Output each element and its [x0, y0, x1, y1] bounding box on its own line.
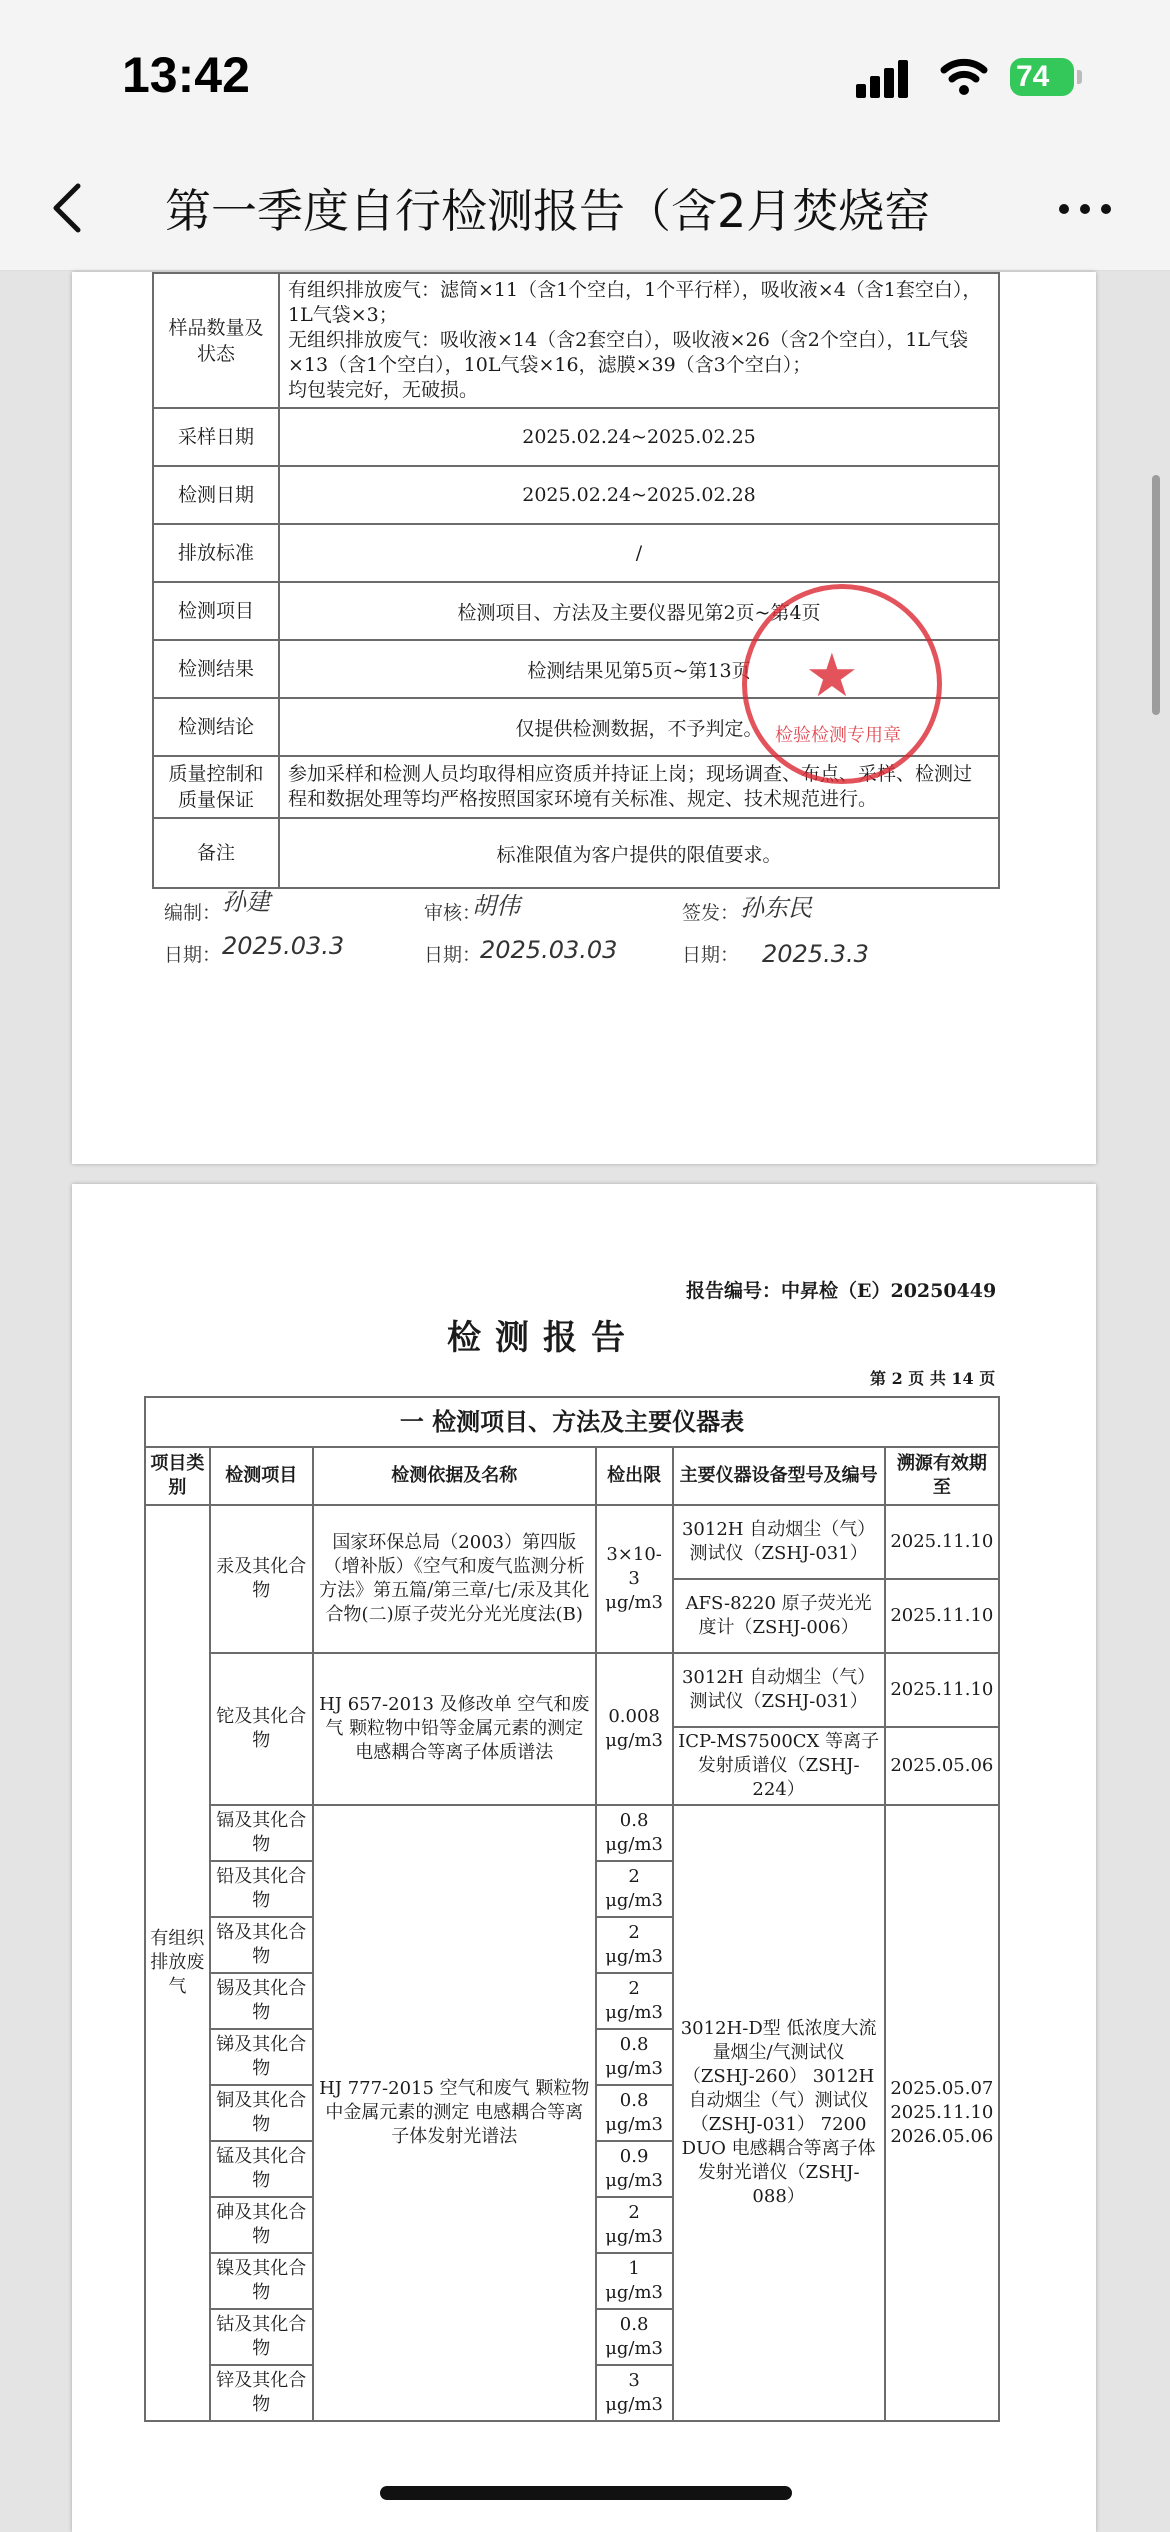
- review-date: 2025.03.03: [480, 936, 618, 964]
- table-row: [145, 1805, 999, 1861]
- limit-unit: μg/m3: [605, 2394, 663, 2415]
- header-trace: 溯源有效期至: [885, 1447, 999, 1505]
- status-time: 13:42: [122, 47, 250, 103]
- limit-cell: [596, 2085, 673, 2141]
- trace-cell: 2025.11.10: [885, 1505, 999, 1579]
- limit-value: 0.8: [619, 2090, 649, 2111]
- table-row: [145, 1397, 999, 1447]
- table-row: [145, 1653, 999, 1727]
- official-seal-icon: ★ 检验检测专用章: [742, 584, 942, 784]
- status-bar: [0, 0, 1170, 150]
- compile-date: 2025.03.3: [222, 932, 345, 960]
- limit-cell: [596, 2309, 673, 2365]
- row-value: 仅提供检测数据，不予判定。: [279, 698, 999, 756]
- item-cell: 铬及其化合物: [210, 1917, 313, 1973]
- scrollbar[interactable]: [1152, 475, 1160, 715]
- row-label: 质量控制和质量保证: [153, 756, 279, 818]
- item-cell: 镍及其化合物: [210, 2253, 313, 2309]
- limit-cell: 0.008 μg/m3: [596, 1653, 673, 1805]
- battery-tip: [1077, 70, 1082, 84]
- trace-cell: 2025.11.10: [885, 1653, 999, 1727]
- limit-unit: μg/m3: [605, 2170, 663, 2191]
- battery-icon: [1010, 58, 1074, 96]
- limit-unit: μg/m3: [605, 2338, 663, 2359]
- row-label: 样品数量及状态: [153, 273, 279, 408]
- category-cell: 有组织排放废气: [145, 1505, 210, 2421]
- row-label: 备注: [153, 818, 279, 888]
- section-title: 一 检测项目、方法及主要仪器表: [145, 1397, 999, 1447]
- issue-date: 2025.3.3: [762, 940, 869, 968]
- table-row: [153, 273, 999, 408]
- limit-cell: [596, 1861, 673, 1917]
- sample-status: [279, 273, 999, 408]
- limit-unit: μg/m3: [605, 1946, 663, 1967]
- limit-value: 1: [628, 2258, 640, 2279]
- limit-unit: μg/m3: [605, 1834, 663, 1855]
- row-value: 检测结果见第5页~第13页: [279, 640, 999, 698]
- instrument-cell: 3012H 自动烟尘（气）测试仪（ZSHJ-031）: [673, 1505, 885, 1579]
- limit-unit: μg/m3: [605, 1890, 663, 1911]
- header-limit: 检出限: [596, 1447, 673, 1505]
- compile-signature: 孙建: [222, 888, 270, 916]
- item-cell: 锡及其化合物: [210, 1973, 313, 2029]
- instrument-cell: ICP-MS7500CX 等离子发射质谱仪（ZSHJ-224）: [673, 1727, 885, 1805]
- limit-value: 2: [628, 2202, 640, 2223]
- row-label: 排放标准: [153, 524, 279, 582]
- home-indicator[interactable]: [380, 2486, 792, 2500]
- row-label: 采样日期: [153, 408, 279, 466]
- row-value: /: [279, 524, 999, 582]
- page-number: 第 2 页 共 14 页: [870, 1369, 996, 1388]
- limit-value: 0.9: [619, 2146, 649, 2167]
- wifi-icon: [940, 54, 988, 98]
- row-value: 2025.02.24~2025.02.25: [279, 408, 999, 466]
- method-cell: HJ 657-2013 及修改单 空气和废气 颗粒物中铅等金属元素的测定 电感耦合等离子体质谱法: [313, 1653, 596, 1805]
- limit-cell: [596, 2197, 673, 2253]
- item-cell: 汞及其化合物: [210, 1505, 313, 1653]
- limit-unit: μg/m3: [605, 2226, 663, 2247]
- report-title: 检测报告: [447, 1318, 639, 1358]
- item-cell: 锰及其化合物: [210, 2141, 313, 2197]
- limit-cell: [596, 2253, 673, 2309]
- row-value: 参加采样和检测人员均取得相应资质并持证上岗；现场调查、布点、采样、检测过程和数据处理等均严格按照国家环境有关标准、规定、技术规范进行。: [279, 756, 999, 818]
- report-number: 报告编号：中昇检（E）20250449: [686, 1280, 997, 1302]
- table-row: [153, 466, 999, 524]
- item-cell: 钴及其化合物: [210, 2309, 313, 2365]
- table-header-row: [145, 1447, 999, 1505]
- battery-level: 74: [1016, 60, 1050, 93]
- item-cell: 铜及其化合物: [210, 2085, 313, 2141]
- item-cell: 锌及其化合物: [210, 2365, 313, 2421]
- limit-value: 0.8: [619, 1810, 649, 1831]
- limit-value: 3: [628, 2370, 640, 2391]
- trace-cell: 2025.11.10: [885, 1579, 999, 1653]
- row-label: 检测结论: [153, 698, 279, 756]
- limit-unit: μg/m3: [605, 2282, 663, 2303]
- item-cell: 砷及其化合物: [210, 2197, 313, 2253]
- date-label: 日期：: [164, 944, 222, 966]
- item-cell: 锑及其化合物: [210, 2029, 313, 2085]
- cellular-signal-icon: [856, 58, 916, 98]
- limit-value: 2: [628, 1866, 640, 1887]
- report-info-table: [152, 272, 1000, 889]
- nav-bar: [0, 150, 1170, 271]
- item-cell: 铅及其化合物: [210, 1861, 313, 1917]
- trace-cell: 2025.05.07 2025.11.10 2026.05.06: [885, 1805, 999, 2421]
- instrument-cell: AFS-8220 原子荧光光度计（ZSHJ-006）: [673, 1579, 885, 1653]
- header-item: 检测项目: [210, 1447, 313, 1505]
- limit-cell: [596, 1973, 673, 2029]
- limit-value: 0.8: [619, 2034, 649, 2055]
- row-value: 检测项目、方法及主要仪器见第2页~第4页: [279, 582, 999, 640]
- limit-unit: μg/m3: [605, 2002, 663, 2023]
- issue-signature: 孙东民: [740, 894, 812, 922]
- document-page-1: [72, 272, 1096, 1164]
- limit-value: 2: [628, 1978, 640, 1999]
- header-category: 项目类别: [145, 1447, 210, 1505]
- limit-cell: 3×10-3 μg/m3: [596, 1505, 673, 1653]
- header-instrument: 主要仪器设备型号及编号: [673, 1447, 885, 1505]
- limit-cell: [596, 1805, 673, 1861]
- row-label: 检测日期: [153, 466, 279, 524]
- sample-line-2: 无组织排放废气：吸收液×14（含2套空白），吸收液×26（含2个空白），1L气袋×13（含1个空白），10L气袋×16，滤膜×39（含3个空白）；: [288, 329, 969, 376]
- more-options-icon[interactable]: [1055, 188, 1115, 228]
- date-label: 日期：: [424, 944, 482, 966]
- limit-unit: μg/m3: [605, 2058, 663, 2079]
- review-label: 审核：: [424, 902, 482, 924]
- back-chevron-icon[interactable]: [40, 178, 100, 238]
- method-instrument-table: [144, 1396, 1000, 2422]
- limit-unit: μg/m3: [605, 2114, 663, 2135]
- row-value: 2025.02.24~2025.02.28: [279, 466, 999, 524]
- table-row: [153, 524, 999, 582]
- trace-cell: 2025.05.06: [885, 1727, 999, 1805]
- row-value: 标准限值为客户提供的限值要求。: [279, 818, 999, 888]
- sample-line-1: 有组织排放废气：滤筒×11（含1个空白，1个平行样），吸收液×4（含1套空白），1L气袋×3；: [288, 279, 982, 326]
- review-signature: 胡伟: [472, 892, 520, 920]
- instrument-cell: 3012H-D型 低浓度大流量烟尘/气测试仪（ZSHJ-260） 3012H 自动烟尘（气）测试仪（ZSHJ-031） 7200 DUO 电感耦合等离子体发射光谱仪（ZSHJ-088）: [673, 1805, 885, 2421]
- date-label: 日期：: [682, 944, 740, 966]
- row-label: 检测项目: [153, 582, 279, 640]
- item-cell: 铊及其化合物: [210, 1653, 313, 1805]
- compile-label: 编制：: [164, 902, 222, 924]
- method-cell: HJ 777-2015 空气和废气 颗粒物中金属元素的测定 电感耦合等离子体发射光谱法: [313, 1805, 596, 2421]
- instrument-cell: 3012H 自动烟尘（气）测试仪（ZSHJ-031）: [673, 1653, 885, 1727]
- limit-cell: [596, 1917, 673, 1973]
- sample-line-3: 均包装完好，无破损。: [288, 379, 479, 401]
- method-cell: 国家环保总局（2003）第四版（增补版）《空气和废气监测分析方法》第五篇/第三章/七/汞及其化合物(二)原子荧光分光光度法(B): [313, 1505, 596, 1653]
- limit-value: 0.8: [619, 2314, 649, 2335]
- limit-value: 2: [628, 1922, 640, 1943]
- seal-text: 检验检测专用章: [775, 725, 901, 746]
- limit-cell: [596, 2365, 673, 2421]
- table-row: [153, 818, 999, 888]
- limit-cell: [596, 2141, 673, 2197]
- row-label: 检测结果: [153, 640, 279, 698]
- issue-label: 签发：: [682, 902, 740, 924]
- table-row: [153, 408, 999, 466]
- item-cell: 镉及其化合物: [210, 1805, 313, 1861]
- header-method: 检测依据及名称: [313, 1447, 596, 1505]
- document-title: 第一季度自行检测报告（含2月焚烧窑: [165, 184, 931, 238]
- document-page-2: [72, 1184, 1096, 2532]
- limit-cell: [596, 2029, 673, 2085]
- table-row: [145, 1505, 999, 1579]
